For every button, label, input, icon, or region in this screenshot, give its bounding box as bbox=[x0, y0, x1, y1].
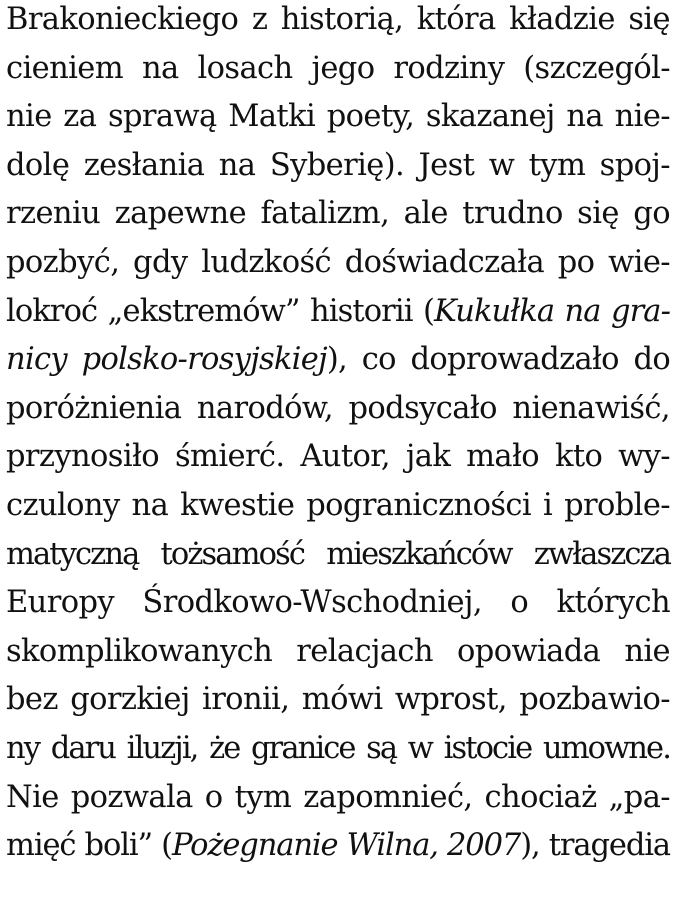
text-line: Nie pozwala o tym zapomnieć, chociaż „pa- bbox=[6, 779, 670, 815]
italic-title: Pożegnanie Wilna, 2007 bbox=[171, 828, 521, 864]
text-line: skomplikowanych relacjach opowiada nie bbox=[6, 633, 670, 669]
text-line: Europy Środkowo-Wschodniej, o których bbox=[6, 585, 670, 621]
text-line: dolę zesłania na Syberię). Jest w tym spoj- bbox=[6, 147, 670, 183]
text-line: cieniem na losach jego rodziny (szczegól- bbox=[6, 50, 670, 86]
text-line: matyczną tożsamość mieszkańców zwłaszcza bbox=[6, 536, 670, 572]
body-text bbox=[6, 0, 670, 871]
text-segment: ), co doprowadzało do bbox=[326, 342, 670, 378]
text-line: poróżnienia narodów, podsycało nienawiść, bbox=[6, 390, 670, 426]
text-line bbox=[6, 822, 670, 871]
text-segment: mięć boli” ( bbox=[6, 828, 172, 864]
text-line: Brakonieckiego z historią, która kładzie się bbox=[6, 2, 670, 37]
italic-title: nicy polsko-rosyjskiej bbox=[6, 342, 327, 378]
text-line: czulony na kwestie pograniczności i proble- bbox=[6, 487, 670, 523]
text-line: nie za sprawą Matki poety, skazanej na nie- bbox=[6, 99, 670, 135]
italic-title: Kukułka na gra- bbox=[434, 293, 670, 329]
text-line: pozbyć, gdy ludzkość doświadczała po wie- bbox=[6, 244, 670, 280]
text-line: rzeniu zapewne fatalizm, ale trudno się go bbox=[6, 196, 670, 232]
text-segment: ), tragedia bbox=[520, 828, 670, 864]
text-line: bez gorzkiej ironii, mówi wprost, pozbawio- bbox=[6, 682, 670, 718]
text-line bbox=[6, 336, 670, 385]
text-line: ny daru iluzji, że granice są w istocie umowne. bbox=[6, 730, 670, 766]
text-segment: lokroć „ekstremów” historii ( bbox=[6, 293, 434, 329]
text-line bbox=[6, 288, 670, 337]
text-line: przynosiło śmierć. Autor, jak mało kto wy- bbox=[6, 439, 670, 475]
